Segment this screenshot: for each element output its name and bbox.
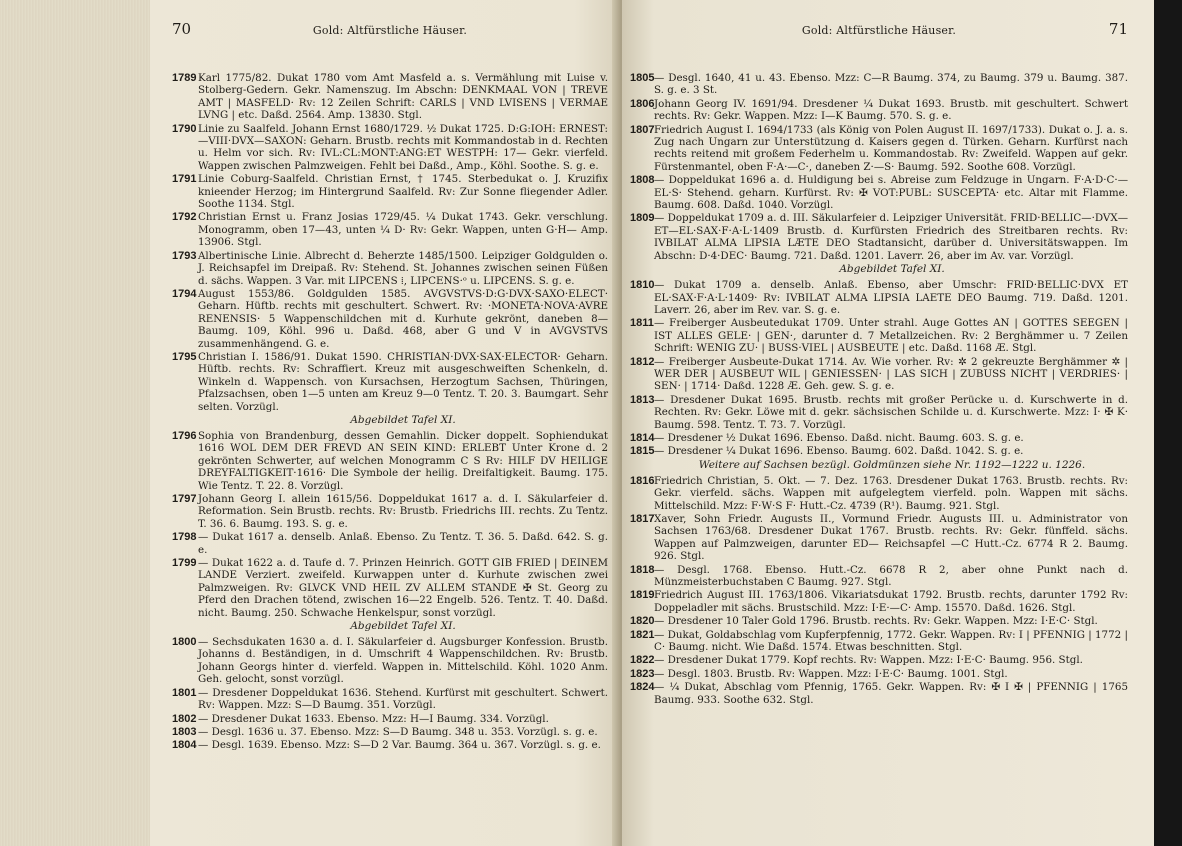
lot-description: Johann Georg IV. 1691/94. Dresdener ¼ Dukat 1693. Brustb. mit geschultert. Schwert rechts. Rv: Gekr. Wappen. Mzz: I—K Baumg. 570. S. g. e. bbox=[654, 97, 1128, 123]
lot-description: — ¼ Dukat, Abschlag vom Pfennig, 1765. Gekr. Wappen. Rv: ✠ I ✠ | PFENNIG | 1765 Baumg. 933. Soothe 632. Stgl. bbox=[654, 681, 1128, 706]
lot-description: — Sechsdukaten 1630 a. d. I. Säkularfeier d. Augsburger Konfession. Brustb. Johanns d. Beständigen, in d. Umschrift 4 Wappenschildchen. Rv: Brustb. Johann Georgs hinter d. vierfeld. Wappen in. Mittelschild. Köhl. 1020 Anm. Geh. gelocht, sonst vorzügl. bbox=[198, 636, 608, 686]
catalog-entry bbox=[172, 636, 608, 686]
catalog-entry bbox=[172, 72, 608, 122]
lot-description: Karl 1775/82. Dukat 1780 vom Amt Masfeld a. s. Vermählung mit Luise v. Stolberg-Gedern. Gekr. Namenszug. Im Abschn: DENKMAAL VON | TREVE AMT | MASFELD· Rv: 12 Zeilen Schrift: CARLS | VND LVISENS | VERMAE LVNG | etc. Daßd. 2564. Amp. 13830. Stgl. bbox=[198, 72, 608, 122]
entry-list bbox=[172, 430, 608, 619]
plate-caption: Abgebildet Tafel XI. bbox=[839, 263, 945, 276]
lot-number: 1812 bbox=[630, 355, 655, 368]
lot-number: 1824 bbox=[630, 681, 655, 694]
lot-number: 1817 bbox=[630, 513, 655, 525]
lot-description: Christian Ernst u. Franz Josias 1729/45. ¼ Dukat 1743. Gekr. verschlung. Monogramm, oben 17—43, unten ¼ D· Rv: Gekr. Wappen, unten G·H— Amp. 13906. Stgl. bbox=[198, 211, 608, 249]
catalog-entry bbox=[172, 726, 608, 738]
lot-description: Xaver, Sohn Friedr. Augusts II., Vormund Friedr. Augusts III. u. Administrator von Sachsen 1763/68. Dresdener Dukat 1767. Brustb. rechts. Rv: Gekr. fünffeld. sächs. Wappen auf Palmzweigen, darunter ED— Reichsapfel —C Hutt.-Cz. 6774 R 2. Baumg. 926. Stgl. bbox=[654, 513, 1128, 563]
catalog-entry bbox=[630, 72, 1128, 97]
entry-list bbox=[630, 72, 1128, 262]
catalog-entry bbox=[172, 531, 608, 556]
lot-description: — Freiberger Ausbeute-Dukat 1714. Av. Wie vorher. Rv: ✲ 2 gekreuzte Berghämmer ✲ | WER DER | AUSBEUT WIL | GENIESSEN· | LAS SICH | ZUBUSS NICHT | VERDRIES· | SEN· | 1714· Daßd. 1228 Æ. Geh. gew. S. g. e. bbox=[654, 355, 1128, 393]
catalog-entry bbox=[630, 668, 1128, 680]
catalog-entry bbox=[172, 351, 608, 413]
lot-description: — Dresdener Doppeldukat 1636. Stehend. Kurfürst mit geschultert. Schwert. Rv: Wappen. Mzz: S—D Baumg. 351. Vorzügl. bbox=[198, 686, 608, 712]
lot-description: — Freiberger Ausbeutedukat 1709. Unter strahl. Auge Gottes AN | GOTTES SEEGEN | IST ALLES GELE· | GEN·, darunter d. 7 Metallzeichen. Rv: 2 Berghämmer u. 7 Zeilen Schrift: WENIG ZU· | BUSS·VIEL | AUSBEUTE | etc. Daßd. 1168 Æ. Stgl. bbox=[654, 317, 1128, 355]
catalog-entry bbox=[630, 432, 1128, 444]
lot-number: 1823 bbox=[630, 667, 655, 680]
lot-description: — Desgl. 1639. Ebenso. Mzz: S—D 2 Var. Baumg. 364 u. 367. Vorzügl. s. g. e. bbox=[198, 739, 601, 752]
catalog-entry bbox=[630, 394, 1128, 431]
lot-number: 1790 bbox=[172, 122, 197, 135]
lot-description: — Dresdener Dukat 1779. Kopf rechts. Rv: Wappen. Mzz: I·E·C· Baumg. 956. Stgl. bbox=[654, 654, 1083, 667]
catalog-entry bbox=[172, 713, 608, 725]
lot-description: Johann Georg I. allein 1615/56. Doppeldukat 1617 a. d. I. Säkularfeier d. Reformation. Sein Brustb. rechts. Rv: Brustb. Friedrichs III. rechts. Zu Tentz. T. 36. 6. Baumg. 193. S. g. e. bbox=[198, 493, 608, 530]
lot-number: 1794 bbox=[172, 287, 197, 300]
catalog-entry bbox=[630, 629, 1128, 654]
page-number: 70 bbox=[172, 20, 192, 38]
lot-number: 1789 bbox=[172, 72, 197, 84]
lot-number: 1806 bbox=[630, 97, 655, 110]
lot-description: — Dukat 1709 a. denselb. Anlaß. Ebenso, aber Umschr: FRID·BELLIC·DVX ET EL·SAX·F·A·L·1409· Rv: IVBILAT ALMA LIPSIA LAETE DEO Baumg. 719. Daßd. 1201. Laverr. 26, aber im Rev. var. S. g. e. bbox=[654, 279, 1128, 316]
catalog-entry bbox=[630, 279, 1128, 316]
page-edges bbox=[0, 0, 150, 846]
lot-description: — Doppeldukat 1709 a. d. III. Säkularfeier d. Leipziger Universität. FRID·BELLIC—·DVX—ET—EL·SAX·F·A·L·1409 Brustb. d. Kurfürsten Friedrich des Streitbaren rechts. Rv: IVBILAT ALMA LIPSIA LÆTE DEO Stadtansicht, darüber d. Universitätswappen. Im Abschn: D·4·DEC· Baumg. 721. Daßd. 1201. Laverr. 26, aber im Av. var. Vorzügl. bbox=[654, 212, 1128, 262]
catalog-entry bbox=[172, 211, 608, 248]
lot-description: Sophia von Brandenburg, dessen Gemahlin. Dicker doppelt. Sophiendukat 1616 WOL DEM DER FREVD AN SEIN KIND: ERLEBT Unter Krone d. 2 gekrönten Schwerter, auf welchen Monogramm C S Rv: HILF DV HEILIGE DREYFALTIGKEIT·1616· Die Symbole der heilig. Dreifaltigkeit. Baumg. 175. Wie Tentz. T. 22. 8. Vorzügl. bbox=[198, 429, 608, 492]
lot-description: Linie Coburg-Saalfeld. Christian Ernst, † 1745. Sterbedukat o. J. Kruzifix knieender Herzog; im Hintergrund Saalfeld. Rv: Zur Sonne fliegender Adler. Soothe 1134. Stgl. bbox=[198, 173, 608, 211]
entry-list bbox=[172, 636, 608, 752]
catalog-entry bbox=[630, 681, 1128, 706]
catalog-entry bbox=[172, 687, 608, 712]
lot-number: 1822 bbox=[630, 654, 655, 667]
catalog-entry bbox=[630, 615, 1128, 627]
lot-description: — Desgl. 1803. Brustb. Rv: Wappen. Mzz: I·E·C· Baumg. 1001. Stgl. bbox=[654, 667, 1008, 680]
lot-number: 1808 bbox=[630, 174, 655, 187]
lot-number: 1814 bbox=[630, 431, 655, 444]
catalog-entry bbox=[630, 475, 1128, 512]
lot-number: 1809 bbox=[630, 212, 655, 225]
catalog-entry bbox=[172, 173, 608, 210]
lot-number: 1800 bbox=[172, 636, 197, 649]
catalog-entry bbox=[630, 212, 1128, 262]
lot-description: Friedrich Christian, 5. Okt. — 7. Dez. 1763. Dresdener Dukat 1763. Brustb. rechts. Rv: Gekr. vierfeld. sächs. Wappen mit aufgelegtem vierfeld. poln. Wappen mit sächs. Mittelschild. Mzz: F·W·S F· Hutt.-Cz. 4739 (R¹). Baumg. 921. Stgl. bbox=[654, 474, 1128, 512]
cross-reference-note: Weitere auf Sachsen bezügl. Goldmünzen siehe Nr. 1192—1222 u. 1226. bbox=[698, 458, 1086, 471]
lot-number: 1798 bbox=[172, 531, 197, 544]
lot-description: Friedrich August I. 1694/1733 (als König von Polen August II. 1697/1733). Dukat o. J. a. s. Zug nach Ungarn zur Unterstützung d. Kaisers gegen d. Türken. Geharn. Kurfürst nach rechts reitend mit großem Federhelm u. Kommandostab. Rv: Zweifeld. Wappen auf gekr. Fürstenmantel, oben F·A·—C·, daneben Z·—S· Baumg. 592. Soothe 608. Vorzügl. bbox=[654, 123, 1128, 173]
running-title: Gold: Altfürstliche Häuser. bbox=[312, 24, 468, 37]
catalog-entry bbox=[172, 430, 608, 492]
catalog-entry bbox=[630, 174, 1128, 211]
lot-number: 1801 bbox=[172, 686, 197, 699]
lot-description: — Dresdener ½ Dukat 1696. Ebenso. Daßd. nicht. Baumg. 603. S. g. e. bbox=[654, 431, 1024, 444]
lot-number: 1804 bbox=[172, 739, 197, 752]
lot-description: Christian I. 1586/91. Dukat 1590. CHRISTIAN·DVX·SAX·ELECTOR· Geharn. Hüftb. rechts. Rv: Schraffiert. Kreuz mit ausgeschweiften Schenkeln, d. Winkeln d. Wappensch. von Kursachsen, Herzogtum Sachsen, Thüringen, Pfalzsachsen, oben 1—5 unten am Kreuz 9—0 Tentz. T. 20. 3. Baumgart. Sehr selten. Vorzügl. bbox=[198, 350, 608, 413]
lot-number: 1820 bbox=[630, 615, 655, 628]
page-number: 71 bbox=[1108, 20, 1128, 38]
catalog-entry bbox=[630, 654, 1128, 666]
lot-number: 1807 bbox=[630, 123, 655, 136]
lot-number: 1813 bbox=[630, 393, 655, 406]
right-header bbox=[630, 20, 1128, 38]
catalog-entry bbox=[630, 513, 1128, 563]
left-header bbox=[172, 20, 608, 38]
lot-number: 1797 bbox=[172, 493, 197, 505]
catalog-entry bbox=[630, 124, 1128, 174]
lot-number: 1795 bbox=[172, 350, 197, 363]
catalog-entry bbox=[630, 317, 1128, 354]
lot-description: — Desgl. 1768. Ebenso. Hutt.-Cz. 6678 R 2, aber ohne Punkt nach d. Münzmeisterbuchstaben C Baumg. 927. Stgl. bbox=[654, 563, 1128, 589]
lot-number: 1818 bbox=[630, 563, 655, 576]
lot-description: — Doppeldukat 1696 a. d. Huldigung bei s. Abreise zum Feldzuge in Ungarn. F·A·D·C·—EL·S· Stehend. geharn. Kurfürst. Rv: ✠ VOT:PUBL: SUSCEPTA· etc. Altar mit Flamme. Baumg. 608. Daßd. 1040. Vorzügl. bbox=[654, 174, 1128, 212]
lot-number: 1796 bbox=[172, 429, 197, 442]
catalog-entry bbox=[630, 589, 1128, 614]
entry-list bbox=[630, 279, 1128, 458]
lot-description: — Dresdener 10 Taler Gold 1796. Brustb. rechts. Rv: Gekr. Wappen. Mzz: I·E·C· Stgl. bbox=[654, 615, 1098, 628]
lot-description: Albertinische Linie. Albrecht d. Beherzte 1485/1500. Leipziger Goldgulden o. J. Reichsapfel im Dreipaß. Rv: Stehend. St. Johannes zwischen seinen Füßen d. sächs. Wappen. 3 Var. mit LIPCENS ⁞, LIPCENS·ᵒ u. LIPCENS. S. g. e. bbox=[198, 249, 608, 287]
lot-description: — Dresdener ¼ Dukat 1696. Ebenso. Baumg. 602. Daßd. 1042. S. g. e. bbox=[654, 445, 1024, 458]
lot-number: 1821 bbox=[630, 628, 655, 641]
plate-caption: Abgebildet Tafel XI. bbox=[350, 413, 456, 426]
right-page bbox=[622, 0, 1154, 846]
catalog-entry bbox=[172, 557, 608, 619]
running-title: Gold: Altfürstliche Häuser. bbox=[801, 24, 957, 37]
lot-number: 1819 bbox=[630, 589, 655, 602]
lot-number: 1791 bbox=[172, 173, 197, 186]
lot-number: 1799 bbox=[172, 557, 197, 570]
lot-description: — Dukat 1617 a. denselb. Anlaß. Ebenso. Zu Tentz. T. 36. 5. Daßd. 642. S. g. e. bbox=[198, 531, 608, 556]
lot-description: — Dukat 1622 a. d. Taufe d. 7. Prinzen Heinrich. GOTT GIB FRIED | DEINEM LANDE Verziert. zweifeld. Kurwappen unter d. Kurhute zwischen zwei Palmzweigen. Rv: GLVCK VND HEIL ZV ALLEM STANDE ✠ St. Georg zu Pferd den Drachen tötend, zwischen 16—22 Engelb. 526. Tentz. T. 40. Daßd. nicht. Baumg. 250. Schwache Henkelspur, sonst vorzügl. bbox=[198, 557, 608, 619]
left-page bbox=[150, 0, 622, 846]
lot-number: 1805 bbox=[630, 72, 655, 84]
catalog-entry bbox=[630, 98, 1128, 123]
entry-list bbox=[172, 72, 608, 413]
catalog-entry bbox=[630, 445, 1128, 457]
catalog-entry bbox=[172, 123, 608, 173]
lot-number: 1816 bbox=[630, 474, 655, 487]
catalog-entry bbox=[630, 356, 1128, 393]
catalog-entry bbox=[630, 564, 1128, 589]
catalog-entry bbox=[172, 250, 608, 287]
entry-list bbox=[630, 475, 1128, 706]
lot-description: — Dresdener Dukat 1695. Brustb. rechts mit großer Perücke u. d. Kurschwerte in d. Rechten. Rv: Gekr. Löwe mit d. gekr. sächsischen Schilde u. d. Kurschwerte. Mzz: I· ✠ K· Baumg. 598. Tentz. T. 73. 7. Vorzügl. bbox=[654, 393, 1128, 431]
plate-caption: Abgebildet Tafel XI. bbox=[350, 620, 456, 633]
lot-number: 1815 bbox=[630, 445, 655, 458]
lot-description: Linie zu Saalfeld. Johann Ernst 1680/1729. ½ Dukat 1725. D:G:IOH: ERNEST:—VIII·DVX—SAXON: Geharn. Brustb. rechts mit Kommandostab in d. Rechten u. Helm vor sich. Rv: IVL:CL:MONT:ANG:ET WESTPH: 17— Gekr. vierfeld. Wappen zwischen Palmzweigen. Fehlt bei Daßd., Amp., Köhl. Soothe. S. g. e. bbox=[198, 122, 608, 172]
lot-description: August 1553/86. Goldgulden 1585. AVGVSTVS·D:G·DVX·SAXO·ELECT· Geharn. Hüftb. rechts mit geschultert. Schwert. Rv: ·MONETA·NOVA·AVRE RENENSIS· 5 Wappenschildchen mit d. Kurhute gekrönt, daneben 8— Baumg. 109, Köhl. 996 u. Daßd. 468, aber G und V in AVGVSTVS zusammenhängend. G. e. bbox=[198, 287, 608, 350]
lot-number: 1803 bbox=[172, 725, 197, 738]
lot-number: 1792 bbox=[172, 211, 197, 224]
lot-description: — Desgl. 1640, 41 u. 43. Ebenso. Mzz: C—R Baumg. 374, zu Baumg. 379 u. Baumg. 387. S. g. e. 3 St. bbox=[654, 72, 1128, 97]
catalog-entry bbox=[172, 493, 608, 530]
lot-description: — Desgl. 1636 u. 37. Ebenso. Mzz: S—D Baumg. 348 u. 353. Vorzügl. s. g. e. bbox=[198, 725, 598, 738]
lot-description: Friedrich August III. 1763/1806. Vikariatsdukat 1792. Brustb. rechts, darunter 1792 Rv: Doppeladler mit sächs. Brustschild. Mzz: I·E·—C· Amp. 15570. Daßd. 1626. Stgl. bbox=[654, 589, 1128, 614]
lot-number: 1793 bbox=[172, 249, 197, 262]
catalog-entry bbox=[172, 288, 608, 350]
lot-number: 1810 bbox=[630, 279, 655, 292]
lot-number: 1802 bbox=[172, 712, 197, 725]
lot-description: — Dukat, Goldabschlag vom Kupferpfennig, 1772. Gekr. Wappen. Rv: I | PFENNIG | 1772 | C· Baumg. nicht. Wie Daßd. 1574. Etwas beschnitten. Stgl. bbox=[654, 628, 1128, 654]
catalog-entry bbox=[172, 739, 608, 751]
lot-number: 1811 bbox=[630, 317, 654, 330]
lot-description: — Dresdener Dukat 1633. Ebenso. Mzz: H—I Baumg. 334. Vorzügl. bbox=[198, 712, 549, 725]
